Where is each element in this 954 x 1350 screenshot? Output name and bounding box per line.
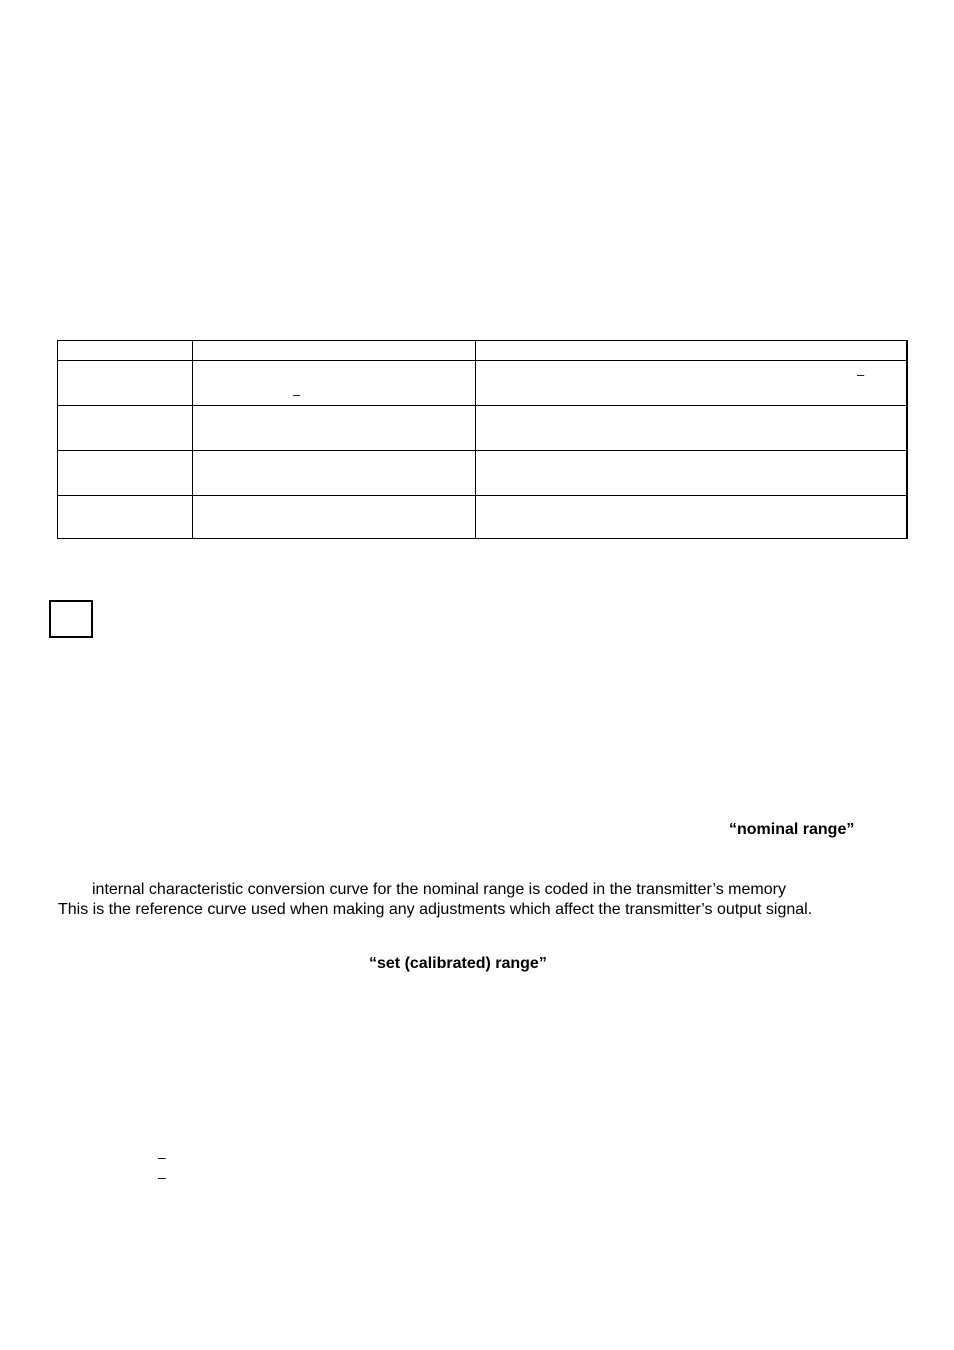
spec-table (57, 340, 908, 539)
note-box (49, 600, 93, 638)
list-bullet-dash: – (158, 1149, 166, 1165)
table-row-divider (57, 495, 908, 496)
table-row-divider (57, 450, 908, 451)
paragraph-line: This is the reference curve used when making any adjustments which affect the transmitter’s output signal. (58, 901, 813, 918)
table-border-right (906, 340, 908, 539)
set-range-term: “set (calibrated) range” (369, 955, 547, 972)
paragraph-line: internal characteristic conversion curve for the nominal range is coded in the transmitter’s memory (92, 881, 786, 898)
table-column-divider (475, 340, 476, 539)
table-header-divider (57, 360, 908, 361)
nominal-range-term: “nominal range” (729, 821, 855, 838)
table-border-bottom (57, 538, 908, 539)
table-column-divider (192, 340, 193, 539)
table-cell-dash: – (857, 367, 865, 382)
table-cell-dash: – (293, 387, 301, 402)
list-bullet-dash: – (158, 1169, 166, 1185)
table-border-left (57, 340, 58, 539)
table-border-top (57, 340, 908, 341)
table-row-divider (57, 405, 908, 406)
